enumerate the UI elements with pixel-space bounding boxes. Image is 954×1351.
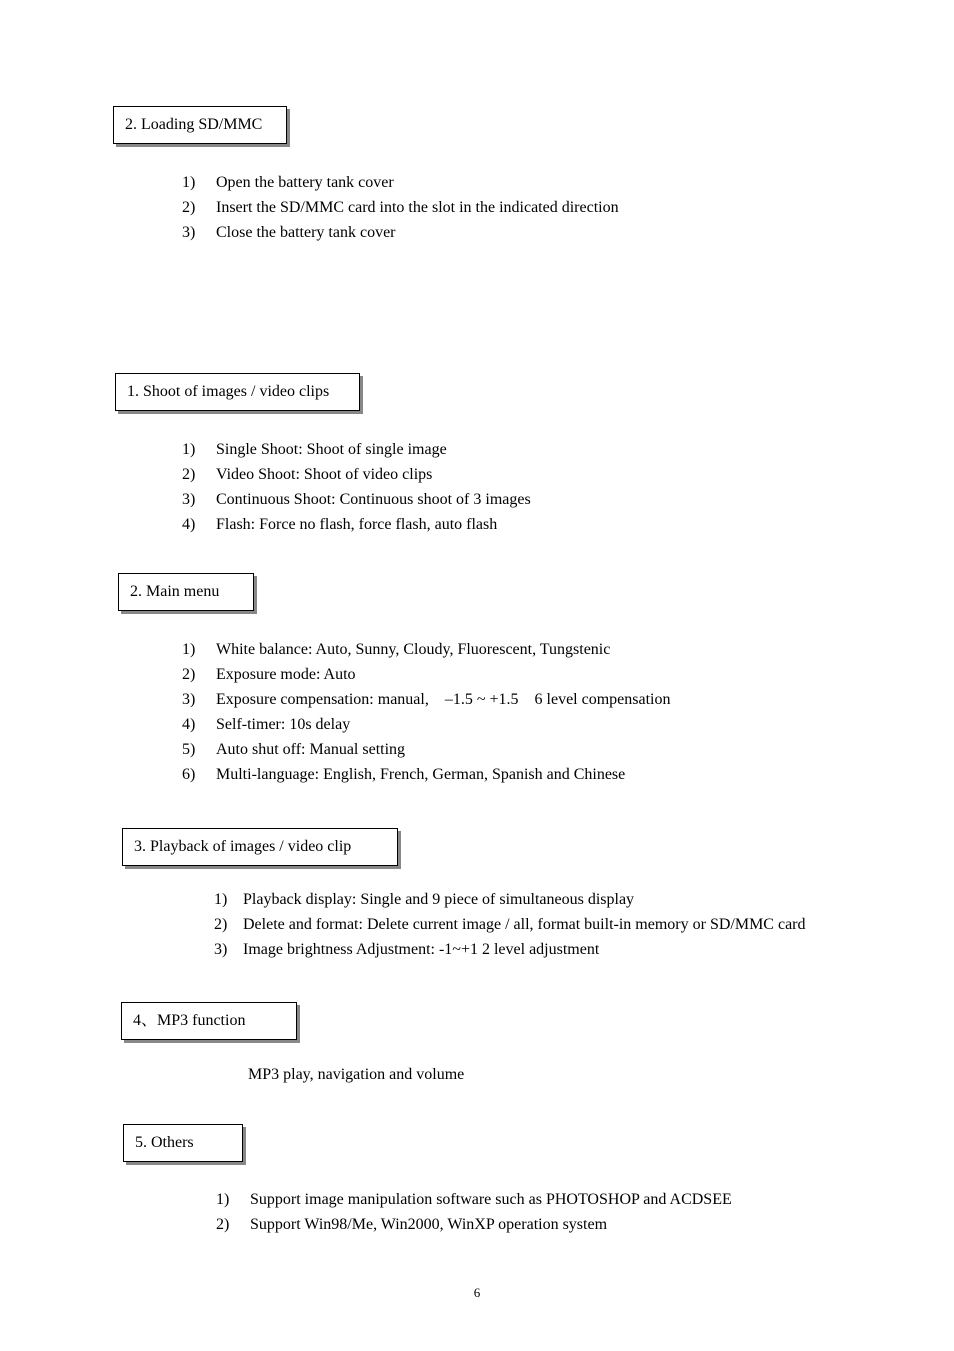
loading-list (182, 170, 619, 245)
loading-heading-box (113, 106, 287, 144)
shoot-heading: 1. Shoot of images / video clips (127, 383, 330, 400)
list-item: 6) Multi-language: English, French, German, Spanish and Chinese (182, 766, 626, 783)
list-item: 3) Image brightness Adjustment: -1~+1 2 level adjustment (214, 941, 600, 958)
others-heading-box (123, 1124, 243, 1162)
mp3-heading: 4、MP3 function (133, 1012, 246, 1029)
list-item: 1) Support image manipulation software such as PHOTOSHOP and ACDSEE (216, 1191, 732, 1208)
playback-heading: 3. Playback of images / video clip (134, 838, 352, 855)
list-item: 1) Open the battery tank cover (182, 174, 394, 191)
main-menu-heading: 2. Main menu (130, 583, 220, 600)
list-item: 5) Auto shut off: Manual setting (182, 741, 406, 758)
main-menu-list (182, 637, 670, 787)
list-item: 2) Video Shoot: Shoot of video clips (182, 466, 433, 483)
list-item: 2) Support Win98/Me, Win2000, WinXP operation system (216, 1216, 608, 1233)
list-item: 3) Exposure compensation: manual, –1.5 ~ +1.5 6 level compensation (182, 691, 671, 708)
list-item: 4) Self-timer: 10s delay (182, 716, 351, 733)
list-item: 2) Delete and format: Delete current image / all, format built-in memory or SD/MMC card (214, 916, 806, 933)
list-item: 3) Close the battery tank cover (182, 224, 396, 241)
mp3-heading-box (121, 1002, 297, 1040)
main-menu-heading-box (118, 573, 254, 611)
list-item: 1) White balance: Auto, Sunny, Cloudy, Fluorescent, Tungstenic (182, 641, 611, 658)
mp3-description: MP3 play, navigation and volume (248, 1066, 465, 1083)
list-item: 2) Exposure mode: Auto (182, 666, 356, 683)
list-item: 3) Continuous Shoot: Continuous shoot of 3 images (182, 491, 531, 508)
loading-heading: 2. Loading SD/MMC (125, 116, 263, 133)
list-item: 2) Insert the SD/MMC card into the slot in the indicated direction (182, 199, 619, 216)
list-item: 1) Playback display: Single and 9 piece of simultaneous display (214, 891, 635, 908)
page-number: 6 (473, 1285, 481, 1300)
list-item: 4) Flash: Force no flash, force flash, auto flash (182, 516, 498, 533)
shoot-list (182, 437, 531, 537)
others-list (216, 1187, 732, 1237)
others-heading: 5. Others (135, 1134, 194, 1151)
shoot-heading-box (115, 373, 360, 411)
list-item: 1) Single Shoot: Shoot of single image (182, 441, 447, 458)
playback-list (214, 887, 806, 962)
playback-heading-box (122, 828, 398, 866)
